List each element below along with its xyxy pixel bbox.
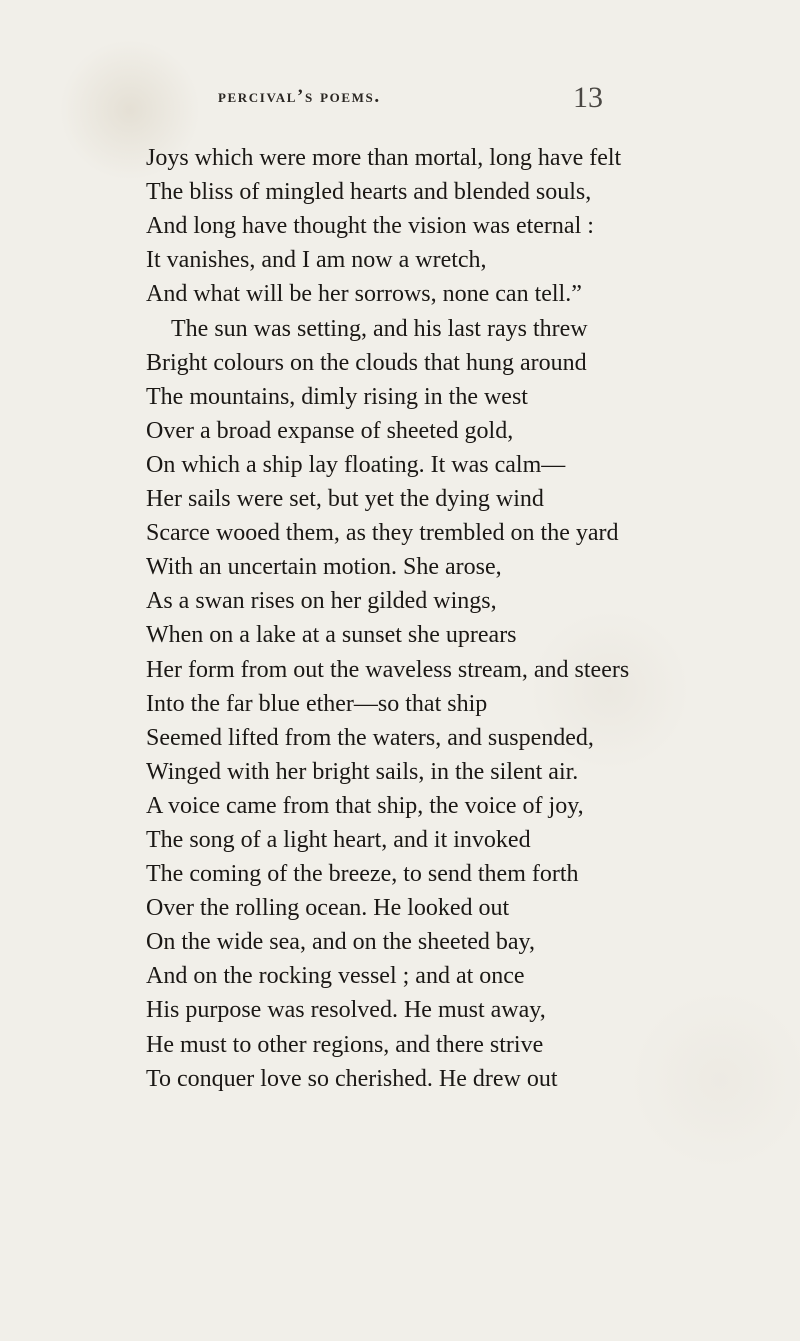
poem-line: The sun was setting, and his last rays threw bbox=[171, 316, 588, 342]
poem-line: When on a lake at a sunset she uprears bbox=[146, 622, 517, 648]
poem-line: He must to other regions, and there strive bbox=[146, 1032, 544, 1058]
poem-line: As a swan rises on her gilded wings, bbox=[146, 588, 497, 614]
poem-line: On the wide sea, and on the sheeted bay, bbox=[146, 929, 535, 955]
poem-line: Winged with her bright sails, in the silent air. bbox=[146, 759, 579, 785]
poem-line: Joys which were more than mortal, long have felt bbox=[146, 145, 622, 171]
poem-line: Bright colours on the clouds that hung around bbox=[146, 350, 587, 376]
poem-line: To conquer love so cherished. He drew out bbox=[146, 1066, 558, 1092]
poem-line: It vanishes, and I am now a wretch, bbox=[146, 247, 487, 273]
poem-line: Into the far blue ether—so that ship bbox=[146, 691, 488, 717]
poem-line: With an uncertain motion. She arose, bbox=[146, 554, 502, 580]
page-header bbox=[0, 81, 800, 116]
poem-line: A voice came from that ship, the voice of joy, bbox=[146, 793, 584, 819]
poem-line: Scarce wooed them, as they trembled on the yard bbox=[146, 520, 619, 546]
poem-line: Seemed lifted from the waters, and suspended, bbox=[146, 725, 594, 751]
poem-line: The song of a light heart, and it invoked bbox=[146, 827, 531, 853]
page-number: 13 bbox=[573, 81, 603, 114]
poem-line: Over a broad expanse of sheeted gold, bbox=[146, 418, 514, 444]
poem-line: And long have thought the vision was eternal : bbox=[146, 213, 594, 239]
poem-line: Her sails were set, but yet the dying wind bbox=[146, 486, 544, 512]
poem-line: Over the rolling ocean. He looked out bbox=[146, 895, 510, 921]
poem-line: The coming of the breeze, to send them forth bbox=[146, 861, 579, 887]
poem-line: And what will be her sorrows, none can tell.” bbox=[146, 281, 582, 307]
poem-line: The bliss of mingled hearts and blended souls, bbox=[146, 179, 592, 205]
poem-line: On which a ship lay floating. It was calm— bbox=[146, 452, 566, 478]
poem-line: The mountains, dimly rising in the west bbox=[146, 384, 528, 410]
poem-line: His purpose was resolved. He must away, bbox=[146, 997, 546, 1023]
poem-line: And on the rocking vessel ; and at once bbox=[146, 963, 525, 989]
poem-line: Her form from out the waveless stream, and steers bbox=[146, 657, 630, 683]
running-title: percival’s poems. bbox=[218, 86, 381, 107]
